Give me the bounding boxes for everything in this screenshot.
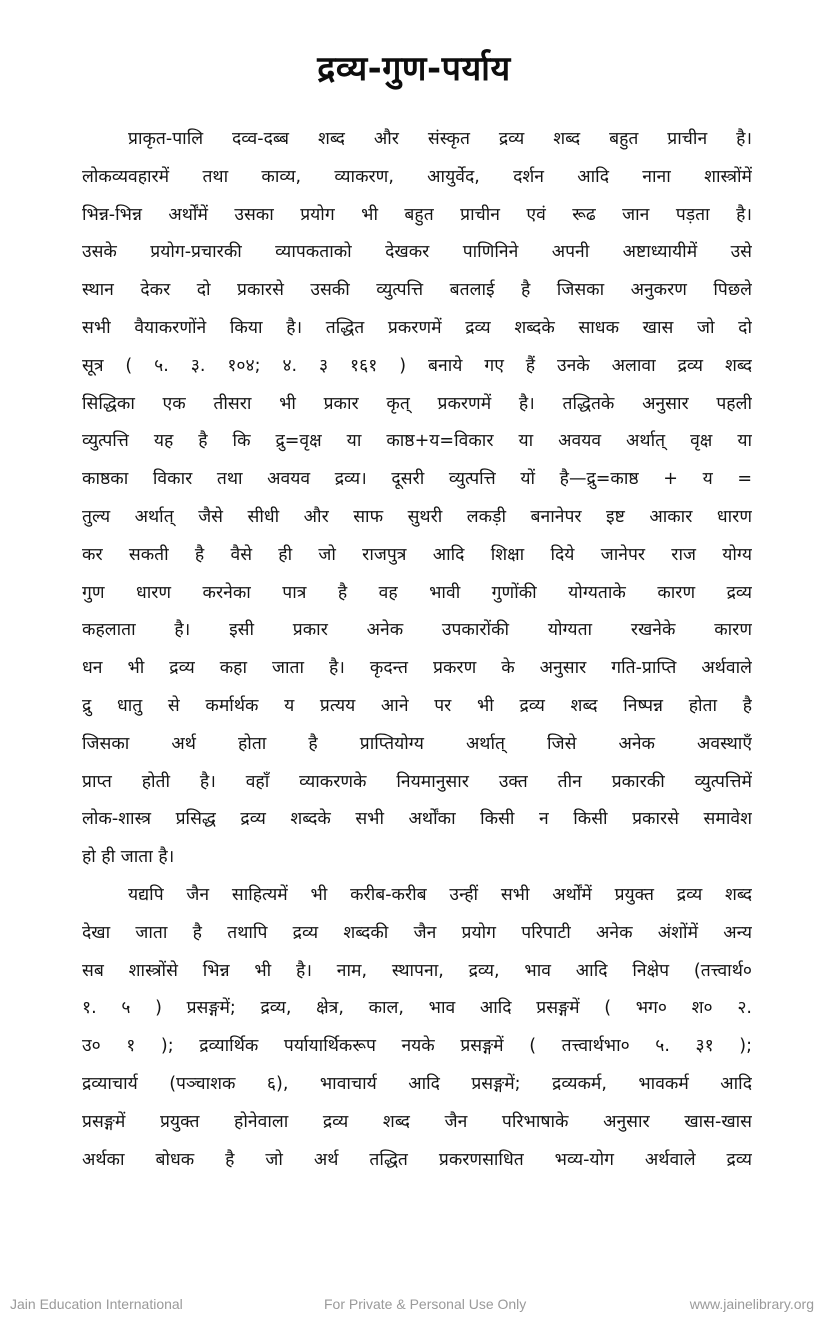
text-line: सभी वैयाकरणोंने किया है। तद्धित प्रकरणमें द्रव्य शब्दके साधक खास जो दो <box>82 317 752 338</box>
text-line: यद्यपि जैन साहित्यमें भी करीब-करीब उन्हीं सभी अर्थोंमें प्रयुक्त द्रव्य शब्द <box>128 884 752 905</box>
text-line: गुण धारण करनेका पात्र है वह भावी गुणोंकी योग्यताके कारण द्रव्य <box>82 582 752 603</box>
text-line: १. ५ ) प्रसङ्गमें; द्रव्य, क्षेत्र, काल, भाव आदि प्रसङ्गमें ( भग० श० २. <box>82 998 752 1019</box>
text-line: लोकव्यवहारमें तथा काव्य, व्याकरण, आयुर्वेद, दर्शन आदि नाना शास्त्रोंमें <box>82 166 752 187</box>
page-title: द्रव्य-गुण-पर्याय <box>317 49 511 89</box>
text-line: स्थान देकर दो प्रकारसे उसकी व्युत्पत्ति बतलाई है जिसका अनुकरण पिछले <box>82 280 752 301</box>
text-line: प्रसङ्गमें प्रयुक्त होनेवाला द्रव्य शब्द जैन परिभाषाके अनुसार खास-खास <box>82 1111 752 1132</box>
text-line: उसके प्रयोग-प्रचारकी व्यापकताको देखकर पाणिनिने अपनी अष्टाध्यायीमें उसे <box>82 242 752 263</box>
text-line: द्रव्याचार्य (पञ्चाशक ६), भावाचार्य आदि प्रसङ्गमें; द्रव्यकर्म, भावकर्म आदि <box>82 1073 752 1094</box>
footer-usage-notice: For Private & Personal Use Only <box>324 1296 527 1312</box>
text-line: धन भी द्रव्य कहा जाता है। कृदन्त प्रकरण के अनुसार गति-प्राप्ति अर्थवाले <box>82 658 752 679</box>
text-line: हो ही जाता है। <box>82 847 175 868</box>
text-line: कहलाता है। इसी प्रकार अनेक उपकारोंकी योग्यता रखनेके कारण <box>82 620 752 641</box>
text-line: सूत्र ( ५. ३. १०४; ४. ३ १६१ ) बनाये गए हैं उनके अलावा द्रव्य शब्द <box>82 355 752 376</box>
body-text <box>82 121 752 1179</box>
text-line: लोक-शास्त्र प्रसिद्ध द्रव्य शब्दके सभी अर्थोंका किसी न किसी प्रकारसे समावेश <box>82 809 752 830</box>
text-line: उ० १ ); द्रव्यार्थिक पर्यायार्थिकरूप नयके प्रसङ्गमें ( तत्त्वार्थभा० ५. ३१ ); <box>82 1036 752 1057</box>
text-line: प्राकृत-पालि दव्व-दब्ब शब्द और संस्कृत द्रव्य शब्द बहुत प्राचीन है। <box>128 129 752 149</box>
text-line: देखा जाता है तथापि द्रव्य शब्दकी जैन प्रयोग परिपाटी अनेक अंशोंमें अन्य <box>82 922 752 943</box>
text-line: कर सकती है वैसे ही जो राजपुत्र आदि शिक्षा दिये जानेपर राज योग्य <box>82 544 752 565</box>
text-line: तुल्य अर्थात् जैसे सीधी और साफ सुथरी लकड़ी बनानेपर इष्ट आकार धारण <box>82 506 752 527</box>
text-line: अर्थका बोधक है जो अर्थ तद्धित प्रकरणसाधित भव्य-योग अर्थवाले द्रव्य <box>82 1149 752 1170</box>
footer <box>0 1296 828 1318</box>
footer-publisher: Jain Education International <box>10 1296 183 1312</box>
text-line: सिद्धिका एक तीसरा भी प्रकार कृत् प्रकरणमें है। तद्धितके अनुसार पहली <box>82 393 752 414</box>
text-line: व्युत्पत्ति यह है कि द्रु=वृक्ष या काष्ठ+य=विकार या अवयव अर्थात् वृक्ष या <box>82 431 752 452</box>
text-line: सब शास्त्रोंसे भिन्न भी है। नाम, स्थापना, द्रव्य, भाव आदि निक्षेप (तत्त्वार्थ० <box>82 960 752 981</box>
text-line: भिन्न-भिन्न अर्थोंमें उसका प्रयोग भी बहुत प्राचीन एवं रूढ जान पड़ता है। <box>82 204 752 225</box>
text-line: द्रु धातु से कर्मार्थक य प्रत्यय आने पर भी द्रव्य शब्द निष्पन्न होता है <box>82 695 752 716</box>
text-line: काष्ठका विकार तथा अवयव द्रव्य। दूसरी व्युत्पत्ति यों है—द्रु=काष्ठ + य = <box>82 469 752 490</box>
text-line: जिसका अर्थ होता है प्राप्तियोग्य अर्थात् जिसे अनेक अवस्थाएँ <box>82 733 752 754</box>
text-line: प्राप्त होती है। वहाँ व्याकरणके नियमानुसार उक्त तीन प्रकारकी व्युत्पत्तिमें <box>82 771 752 792</box>
footer-website-link[interactable]: www.jainelibrary.org <box>689 1296 814 1312</box>
